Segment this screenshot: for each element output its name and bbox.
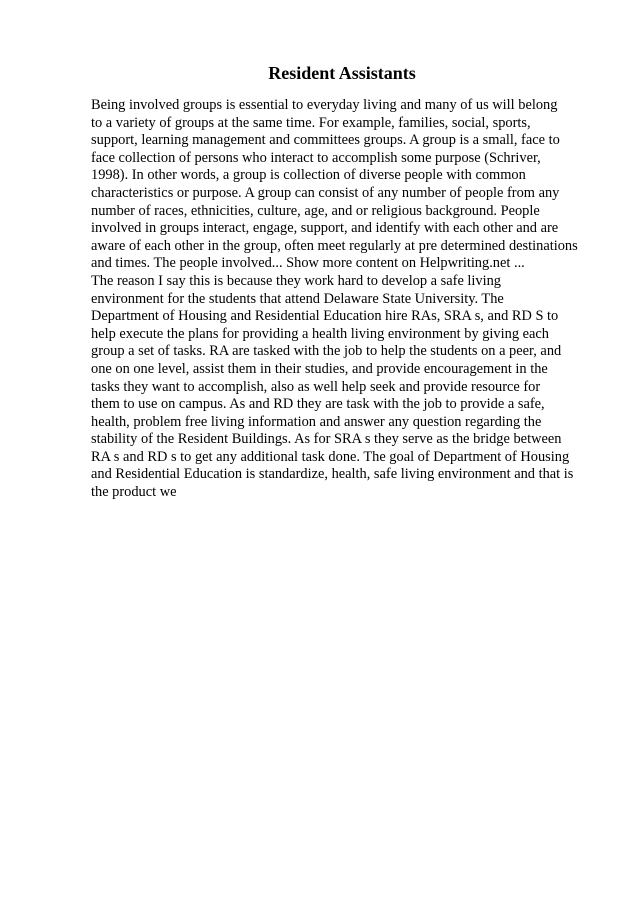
body-line: help execute the plans for providing a health living environment by giving each: [91, 325, 549, 342]
body-line: stability of the Resident Buildings. As for SRA s they serve as the bridge between: [91, 431, 562, 448]
body-line: Department of Housing and Residential Education hire RAs, SRA s, and RD S to: [91, 308, 559, 325]
body-line: face collection of persons who interact to accomplish some purpose (Schriver,: [91, 149, 541, 166]
document-body: [91, 97, 636, 502]
body-line: number of races, ethnicities, culture, age, and or religious background. People: [91, 202, 540, 219]
body-line: the product we: [91, 484, 177, 501]
body-line: Being involved groups is essential to everyday living and many of us will belong: [91, 97, 558, 113]
body-line: them to use on campus. As and RD they are task with the job to provide a safe,: [91, 396, 545, 413]
body-line: characteristics or purpose. A group can consist of any number of people from any: [91, 184, 560, 201]
body-line: support, learning management and committees groups. A group is a small, face to: [91, 132, 560, 149]
body-line: one on one level, assist them in their studies, and provide encouragement in the: [91, 360, 548, 377]
body-line: involved in groups interact, engage, support, and identify with each other and are: [91, 220, 559, 237]
body-line: RA s and RD s to get any additional task done. The goal of Department of Housing: [91, 448, 570, 465]
body-line: environment for the students that attend Delaware State University. The: [91, 290, 504, 307]
body-line: and Residential Education is standardize, health, safe living environment and that is: [91, 466, 574, 483]
body-line: and times. The people involved... Show more content on Helpwriting.net ...: [91, 255, 525, 272]
document-title: Resident Assistants: [268, 63, 416, 83]
body-line: to a variety of groups at the same time. For example, families, social, sports,: [91, 114, 531, 131]
body-line: aware of each other in the group, often meet regularly at pre determined destinations: [91, 237, 578, 254]
body-line: 1998). In other words, a group is collection of diverse people with common: [91, 167, 526, 184]
body-line: tasks they want to accomplish, also as well help seek and provide resource for: [91, 378, 541, 395]
body-line: health, problem free living information and answer any question regarding the: [91, 413, 542, 430]
body-line: The reason I say this is because they work hard to develop a safe living: [91, 272, 502, 289]
body-line: group a set of tasks. RA are tasked with the job to help the students on a peer, and: [91, 343, 562, 360]
